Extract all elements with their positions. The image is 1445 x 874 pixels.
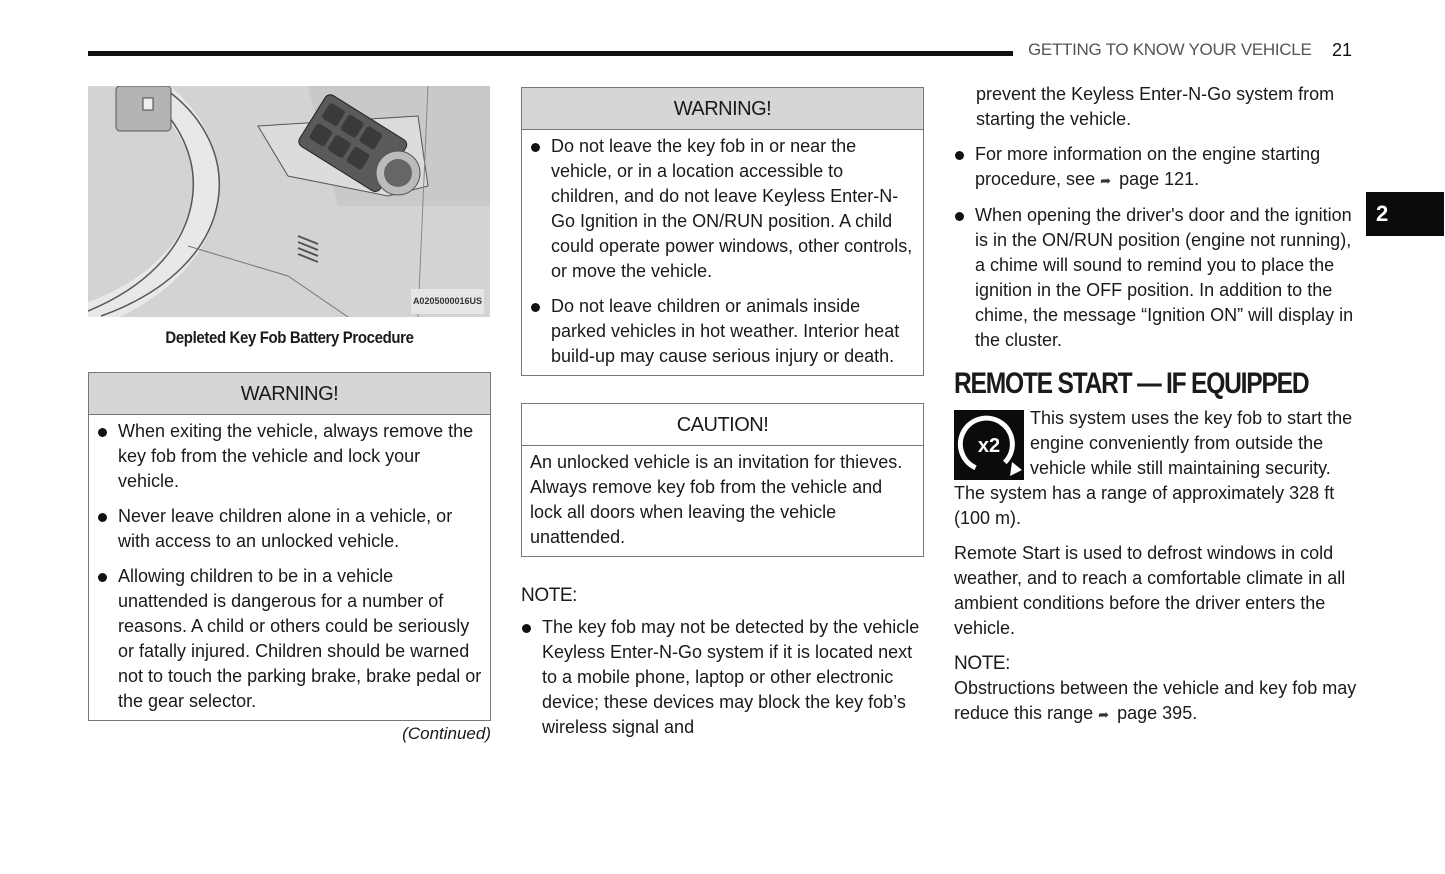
page-number: 21: [1332, 40, 1353, 60]
page-reference-link[interactable]: page 395.: [1117, 703, 1198, 723]
warning-bullet: Do not leave the key fob in or near the vehicle, or in a location accessible to children, and do not leave Keyless Enter-N-Go Ignition in the ON/RUN position. A child could operate power windows, other controls, or move the vehicle.: [530, 134, 915, 284]
figure-code: A0205000016US: [411, 289, 484, 314]
column-3: [954, 82, 1359, 727]
intro-text: This system uses the key fob to start the engine conveniently from outside the vehicle while still maintaining security. The system has a range of approximately 328 ft (100 m).: [954, 408, 1353, 528]
warning-bullet: Never leave children alone in a vehicle, or with access to an unlocked vehicle.: [97, 504, 482, 554]
caution-title: CAUTION!: [522, 404, 923, 446]
warning-box-1: [88, 372, 491, 721]
note-label: NOTE:: [954, 653, 1011, 674]
continuation-text: prevent the Keyless Enter-N-Go system from starting the vehicle.: [976, 84, 1335, 129]
warning-bullet: When exiting the vehicle, always remove the key fob from the vehicle and lock your vehicle.: [97, 419, 482, 494]
note-text: [954, 676, 1359, 727]
running-header: GETTING TO KNOW YOUR VEHICLE: [1028, 40, 1312, 59]
remote-start-icon: [954, 410, 1024, 480]
page-reference-arrow-icon: ➦: [1098, 707, 1110, 722]
caution-body: An unlocked vehicle is an invitation for thieves. Always remove key fob from the vehicle and lock all doors when leaving the vehicle unattended.: [530, 452, 903, 547]
column-1: [88, 86, 491, 746]
warning-title: WARNING!: [89, 373, 490, 415]
note-bullet: The key fob may not be detected by the vehicle Keyless Enter-N-Go system if it is located next to a mobile phone, laptop or other electronic device; these devices may block the key fob’s wireless signal and: [521, 615, 924, 740]
warning-bullet: Do not leave children or animals inside parked vehicles in hot weather. Interior heat build-up may cause serious injury or death.: [530, 294, 915, 369]
figure-caption: Depleted Key Fob Battery Procedure: [165, 328, 414, 347]
warning-bullet: Allowing children to be in a vehicle unattended is dangerous for a number of reasons. A child or others could be seriously or fatally injured. Children should be warned not to touch the parking brake, brake pedal or the gear selector.: [97, 564, 482, 714]
info-bullet: When opening the driver's door and the ignition is in the ON/RUN position (engine not running), a chime will sound to remind you to place the ignition in the OFF position. In addition to the chime, the message “Ignition ON” will display in the cluster.: [954, 203, 1359, 353]
note-body: Obstructions between the vehicle and key fob may reduce this range: [954, 678, 1357, 723]
key-fob-illustration: [88, 86, 490, 317]
page-reference-arrow-icon: ➦: [1100, 173, 1111, 188]
page-reference-link[interactable]: page 121.: [1119, 169, 1200, 189]
remote-start-intro: [954, 406, 1359, 531]
chapter-tab[interactable]: 2: [1366, 192, 1444, 236]
remote-start-paragraph: Remote Start is used to defrost windows in cold weather, and to reach a comfortable climate in all ambient conditions before the driver enters the vehicle.: [954, 543, 1346, 638]
info-bullet: [954, 142, 1359, 193]
column-2: [521, 87, 924, 740]
steering-wheel-ignition-image: [88, 86, 490, 317]
header-rule: [88, 51, 1013, 56]
warning-box-2: [521, 87, 924, 376]
caution-box: [521, 403, 924, 557]
section-heading: REMOTE START — IF EQUIPPED: [954, 367, 1309, 400]
continued-label: (Continued): [402, 724, 491, 743]
warning-title: WARNING!: [522, 88, 923, 130]
bullet-text: For more information on the engine starting procedure, see: [975, 144, 1321, 189]
svg-text:x2: x2: [977, 435, 1001, 457]
note-label: NOTE:: [521, 585, 578, 606]
